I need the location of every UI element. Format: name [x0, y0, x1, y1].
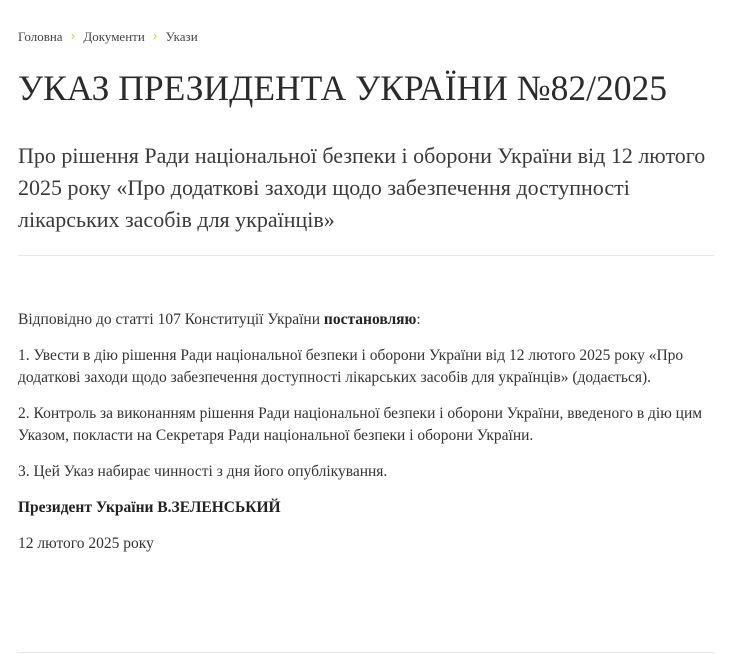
clause-1: 1. Увести в дію рішення Ради національної безпеки і оборони України від 12 лютого 2025 року «Про додаткові заходи щодо забезпечення доступності лікарських засобів для українців» (додається). [18, 347, 684, 386]
clause-2: 2. Контроль за виконанням рішення Ради національної безпеки і оборони України, введеного в дію цим Указом, покласти на Секретаря Ради національної безпеки і оборони України. [18, 405, 703, 444]
preamble-text: Відповідно до статті 107 Конституції України [18, 311, 324, 328]
document-date: 12 лютого 2025 року [18, 535, 154, 552]
preamble-suffix: : [416, 311, 421, 328]
breadcrumb [18, 29, 198, 45]
page-title: УКАЗ ПРЕЗИДЕНТА УКРАЇНИ №82/2025 [18, 68, 667, 108]
divider [18, 652, 714, 653]
preamble-bold: постановляю [323, 311, 417, 328]
breadcrumb-decrees-link[interactable]: Укази [165, 29, 198, 44]
chevron-right-icon: › [152, 29, 158, 43]
document-body [18, 309, 718, 569]
breadcrumb-home-link[interactable]: Головна [18, 29, 63, 44]
clause-3: 3. Цей Указ набирає чинності з дня його опублікування. [18, 463, 388, 480]
document-subtitle: Про рішення Ради національної безпеки і оборони України від 12 лютого 2025 року «Про додаткові заходи щодо забезпечення доступності лікарських засобів для українців» [18, 143, 706, 232]
preamble [18, 309, 718, 331]
divider [18, 255, 714, 256]
signature: Президент України В.ЗЕЛЕНСЬКИЙ [18, 499, 281, 516]
breadcrumb-documents-link[interactable]: Документи [83, 29, 145, 44]
chevron-right-icon: › [70, 29, 76, 43]
